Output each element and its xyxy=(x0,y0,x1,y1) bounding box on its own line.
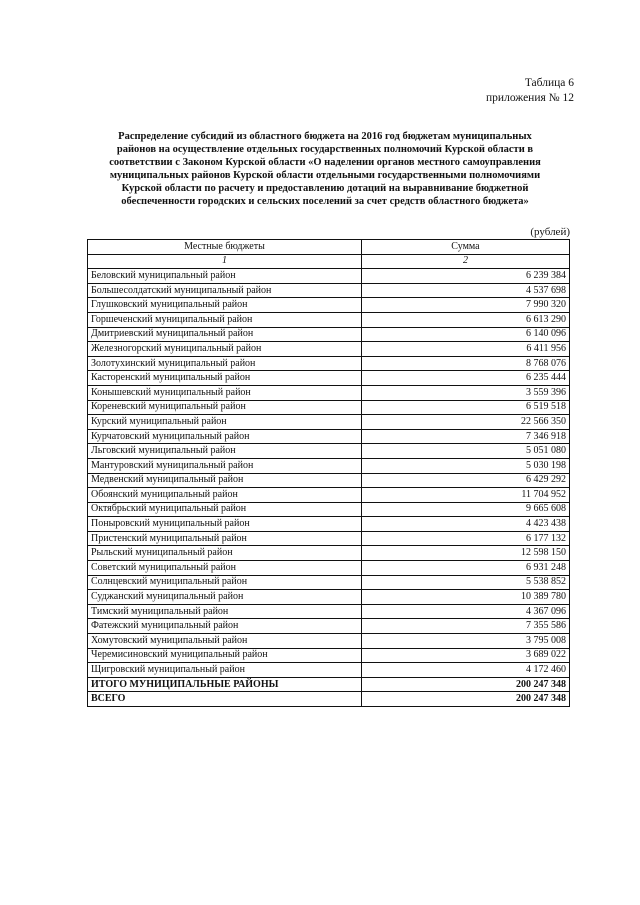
table-header-row xyxy=(88,240,570,255)
sum-cell: 6 519 518 xyxy=(361,400,569,415)
table-row xyxy=(88,531,570,546)
sum-cell: 10 389 780 xyxy=(361,590,569,605)
sum-cell: 4 537 698 xyxy=(361,283,569,298)
district-name-cell: ИТОГО МУНИЦИПАЛЬНЫЕ РАЙОНЫ xyxy=(88,677,362,692)
appendix-label: приложения № 12 xyxy=(486,92,574,104)
subsidy-table xyxy=(87,239,570,707)
sum-cell: 4 172 460 xyxy=(361,663,569,678)
table-row xyxy=(88,590,570,605)
district-name-cell: Советский муниципальный район xyxy=(88,561,362,576)
sum-cell: 4 367 096 xyxy=(361,604,569,619)
table-row xyxy=(88,371,570,386)
district-name-cell: Курский муниципальный район xyxy=(88,415,362,430)
table-row xyxy=(88,458,570,473)
sum-cell: 5 538 852 xyxy=(361,575,569,590)
table-row xyxy=(88,342,570,357)
district-name-cell: Суджанский муниципальный район xyxy=(88,590,362,605)
district-name-cell: Пристенский муниципальный район xyxy=(88,531,362,546)
district-name-cell: Щигровский муниципальный район xyxy=(88,663,362,678)
table-row xyxy=(88,546,570,561)
sum-cell: 200 247 348 xyxy=(361,677,569,692)
table-row xyxy=(88,327,570,342)
table-row xyxy=(88,444,570,459)
title-line: Курской области по расчету и предоставлению дотаций на выравнивание бюджетной xyxy=(121,183,529,194)
district-name-cell: Октябрьский муниципальный район xyxy=(88,502,362,517)
district-name-cell: Дмитриевский муниципальный район xyxy=(88,327,362,342)
table-row xyxy=(88,356,570,371)
sum-cell: 6 411 956 xyxy=(361,342,569,357)
table-row xyxy=(88,517,570,532)
district-name-cell: Касторенский муниципальный район xyxy=(88,371,362,386)
sum-cell: 8 768 076 xyxy=(361,356,569,371)
column-number-row xyxy=(88,254,570,269)
district-name-cell: Льговский муниципальный район xyxy=(88,444,362,459)
sum-cell: 9 665 608 xyxy=(361,502,569,517)
table-row xyxy=(88,575,570,590)
district-name-cell: Фатежский муниципальный район xyxy=(88,619,362,634)
sum-cell: 6 429 292 xyxy=(361,473,569,488)
table-row xyxy=(88,429,570,444)
table-row xyxy=(88,561,570,576)
sum-cell: 4 423 438 xyxy=(361,517,569,532)
district-name-cell: Глушковский муниципальный район xyxy=(88,298,362,313)
column-header-budgets: Местные бюджеты xyxy=(88,240,362,255)
title-line: обеспеченности городских и сельских поселений за счет средств областного бюджета» xyxy=(121,196,529,207)
district-name-cell: ВСЕГО xyxy=(88,692,362,707)
subtotal-row xyxy=(88,677,570,692)
district-name-cell: Горшеченский муниципальный район xyxy=(88,312,362,327)
sum-cell: 6 140 096 xyxy=(361,327,569,342)
table-row xyxy=(88,488,570,503)
table-row xyxy=(88,663,570,678)
district-name-cell: Большесолдатский муниципальный район xyxy=(88,283,362,298)
sum-cell: 7 355 586 xyxy=(361,619,569,634)
table-row xyxy=(88,385,570,400)
sum-cell: 5 051 080 xyxy=(361,444,569,459)
table-label: Таблица 6 xyxy=(524,77,574,89)
appendix-header xyxy=(486,76,574,106)
title-line: муниципальных районов Курской области отдельными государственными полномочиями xyxy=(109,170,541,181)
district-name-cell: Хомутовский муниципальный район xyxy=(88,634,362,649)
column-number-1: 1 xyxy=(88,254,362,269)
title-line: районов на осуществление отдельных государственных полномочий Курской области в xyxy=(116,144,534,155)
district-name-cell: Тимский муниципальный район xyxy=(88,604,362,619)
district-name-cell: Беловский муниципальный район xyxy=(88,269,362,284)
sum-cell: 11 704 952 xyxy=(361,488,569,503)
sum-cell: 12 598 150 xyxy=(361,546,569,561)
district-name-cell: Железногорский муниципальный район xyxy=(88,342,362,357)
table-row xyxy=(88,298,570,313)
district-name-cell: Обоянский муниципальный район xyxy=(88,488,362,503)
sum-cell: 200 247 348 xyxy=(361,692,569,707)
district-name-cell: Мантуровский муниципальный район xyxy=(88,458,362,473)
sum-cell: 6 613 290 xyxy=(361,312,569,327)
district-name-cell: Поныровский муниципальный район xyxy=(88,517,362,532)
district-name-cell: Солнцевский муниципальный район xyxy=(88,575,362,590)
title-line: соответствии с Законом Курской области «О наделении органов местного самоуправления xyxy=(109,157,541,168)
table-row xyxy=(88,604,570,619)
table-row xyxy=(88,312,570,327)
district-name-cell: Курчатовский муниципальный район xyxy=(88,429,362,444)
sum-cell: 22 566 350 xyxy=(361,415,569,430)
total-row xyxy=(88,692,570,707)
column-number-2: 2 xyxy=(361,254,569,269)
district-name-cell: Конышевский муниципальный район xyxy=(88,385,362,400)
units-label: (рублей) xyxy=(530,226,570,238)
table-row xyxy=(88,648,570,663)
district-name-cell: Медвенский муниципальный район xyxy=(88,473,362,488)
table-row xyxy=(88,400,570,415)
sum-cell: 7 990 320 xyxy=(361,298,569,313)
sum-cell: 6 239 384 xyxy=(361,269,569,284)
table-row xyxy=(88,473,570,488)
sum-cell: 3 689 022 xyxy=(361,648,569,663)
district-name-cell: Рыльский муниципальный район xyxy=(88,546,362,561)
district-name-cell: Кореневский муниципальный район xyxy=(88,400,362,415)
title-line: Распределение субсидий из областного бюджета на 2016 год бюджетам муниципальных xyxy=(118,131,532,142)
sum-cell: 6 931 248 xyxy=(361,561,569,576)
sum-cell: 5 030 198 xyxy=(361,458,569,473)
table-row xyxy=(88,269,570,284)
district-name-cell: Золотухинский муниципальный район xyxy=(88,356,362,371)
table-row xyxy=(88,502,570,517)
sum-cell: 6 177 132 xyxy=(361,531,569,546)
column-header-sum: Сумма xyxy=(361,240,569,255)
sum-cell: 7 346 918 xyxy=(361,429,569,444)
sum-cell: 3 795 008 xyxy=(361,634,569,649)
document-title xyxy=(92,130,558,208)
table-row xyxy=(88,634,570,649)
district-name-cell: Черемисиновский муниципальный район xyxy=(88,648,362,663)
table-row xyxy=(88,283,570,298)
sum-cell: 3 559 396 xyxy=(361,385,569,400)
table-row xyxy=(88,415,570,430)
table-row xyxy=(88,619,570,634)
sum-cell: 6 235 444 xyxy=(361,371,569,386)
